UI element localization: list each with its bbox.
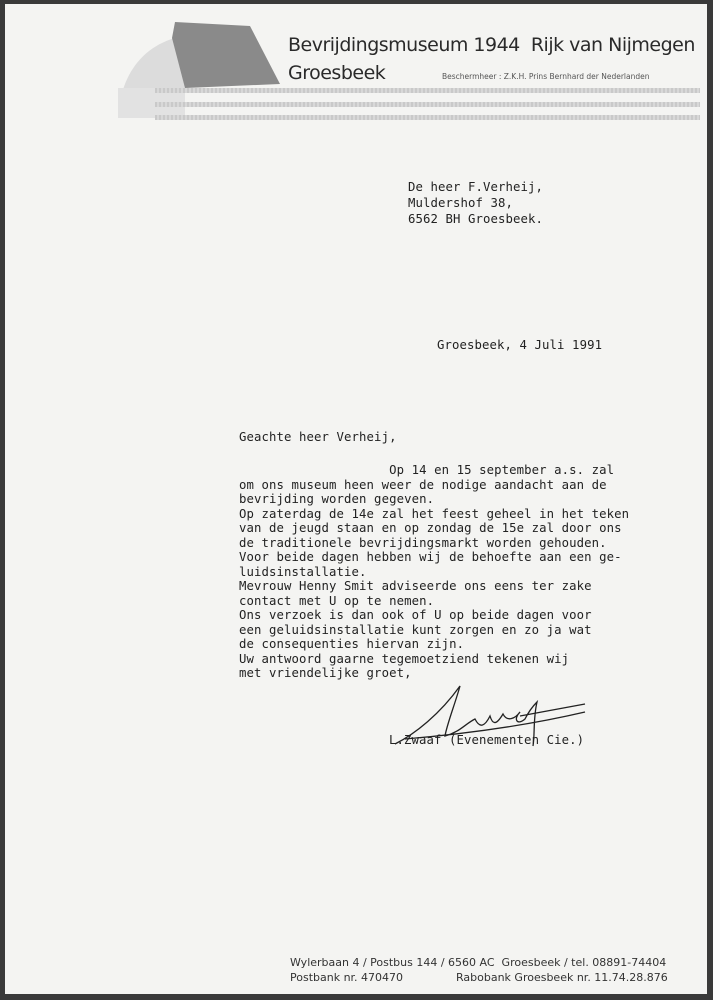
footer-postbank: Postbank nr. 470470 — [290, 971, 404, 984]
signatory-name: L.Zwaaf (Evenementen Cie.) — [389, 733, 585, 747]
letterhead-stripe — [155, 102, 700, 107]
body-line: de consequenties hiervan zijn. — [239, 637, 465, 651]
salutation: Geachte heer Verheij, — [239, 430, 397, 444]
footer-address: Wylerbaan 4 / Postbus 144 / 6560 AC Groesbeek / tel. 08891-74404 — [290, 956, 667, 969]
date-line: Groesbeek, 4 Juli 1991 — [437, 338, 603, 352]
museum-name: Bevrijdingsmuseum 1944 Rijk van Nijmegen — [288, 34, 695, 56]
body-line: van de jeugd staan en op zondag de 15e zal door ons — [239, 521, 622, 535]
body-line: de traditionele bevrijdingsmarkt worden gehouden. — [239, 536, 607, 550]
footer-rabobank: Rabobank Groesbeek nr. 11.74.28.876 — [456, 971, 668, 984]
body-line: Ons verzoek is dan ook of U op beide dagen voor — [239, 608, 592, 622]
museum-place: Groesbeek — [288, 62, 386, 84]
patron-line: Beschermheer : Z.K.H. Prins Bernhard der Nederlanden — [442, 72, 650, 81]
body-line: contact met U op te nemen. — [239, 594, 435, 608]
body-line: een geluidsinstallatie kunt zorgen en zo ja wat — [239, 623, 592, 637]
body-line: om ons museum heen weer de nodige aandacht aan de — [239, 478, 607, 492]
address-line: 6562 BH Groesbeek. — [408, 212, 544, 226]
body-line: Mevrouw Henny Smit adviseerde ons eens ter zake — [239, 579, 592, 593]
letter-page — [5, 4, 707, 994]
address-line: De heer F.Verheij, — [408, 180, 544, 194]
body-line: Op 14 en 15 september a.s. zal — [239, 463, 615, 477]
body-line: Voor beide dagen hebben wij de behoefte aan een ge- — [239, 550, 622, 564]
museum-logo — [110, 18, 280, 128]
letterhead-stripe — [155, 88, 700, 93]
address-line: Muldershof 38, — [408, 196, 514, 210]
letterhead-stripe — [155, 115, 700, 120]
body-line: luidsinstallatie. — [239, 565, 367, 579]
body-line: Op zaterdag de 14e zal het feest geheel in het teken — [239, 507, 630, 521]
body-line: bevrijding worden gegeven. — [239, 492, 435, 506]
body-line: met vriendelijke groet, — [239, 666, 412, 680]
body-line: Uw antwoord gaarne tegemoetziend tekenen wij — [239, 652, 570, 666]
